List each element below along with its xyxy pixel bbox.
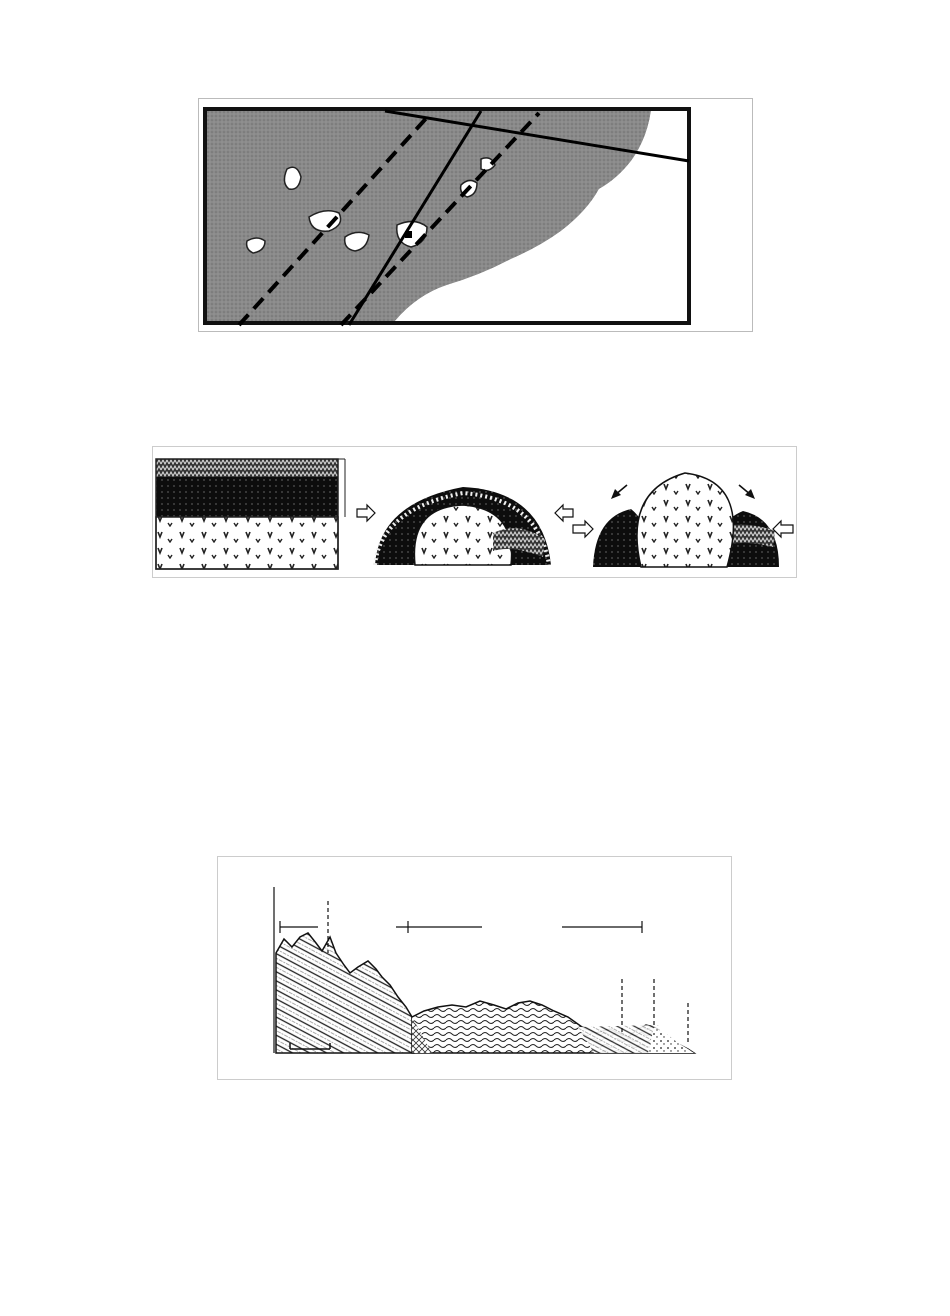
danxia-terrain <box>276 933 414 1053</box>
arrow-icon <box>573 521 593 537</box>
salt-dome-core-right <box>637 473 733 567</box>
arrow-icon <box>357 505 375 521</box>
map-svg <box>199 99 752 331</box>
profile-svg <box>218 857 731 1079</box>
profile-figure <box>217 856 732 1080</box>
arrow-icon <box>773 521 793 537</box>
island <box>284 167 301 189</box>
salt-dome-figure <box>152 446 797 578</box>
arrow-icon <box>555 505 573 521</box>
salt-dome-svg <box>153 447 796 577</box>
map-figure <box>198 98 753 332</box>
hexi-sediment <box>648 1027 694 1053</box>
